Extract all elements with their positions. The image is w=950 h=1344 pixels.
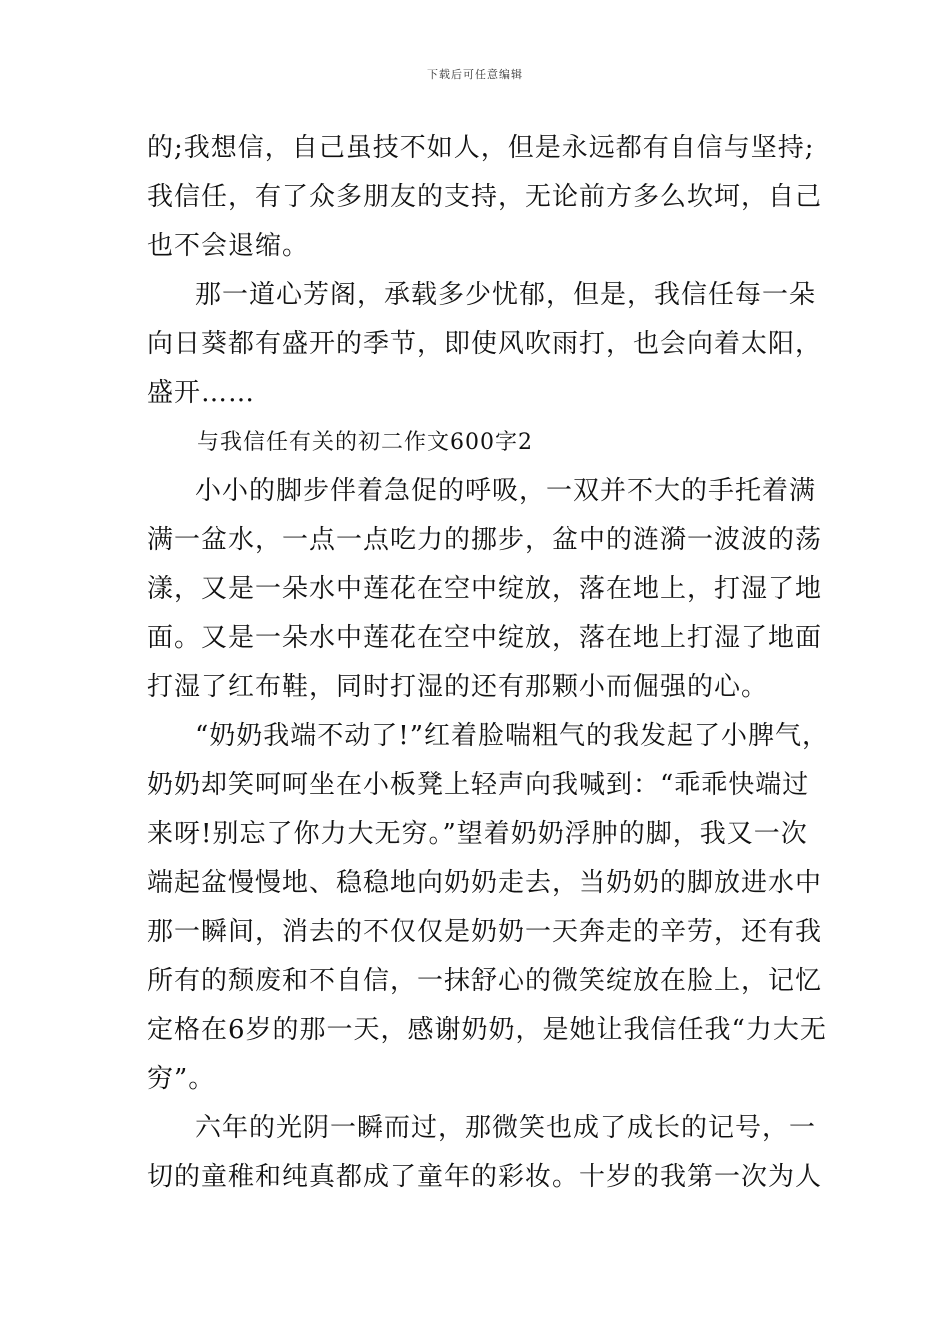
- text-line: 奶奶却笑呵呵坐在小板凳上轻声向我喊到：“乖乖快端过: [147, 770, 810, 800]
- paragraph-start-line: “奶奶我端不动了!”红着脸喘粗气的我发起了小脾气，: [195, 721, 830, 751]
- text-line: 端起盆慢慢地、稳稳地向奶奶走去，当奶奶的脚放进水中: [147, 868, 823, 898]
- text-line: 面。又是一朵水中莲花在空中绽放，落在地上打湿了地面: [147, 623, 823, 653]
- paragraph-start-line: 那一道心芳阁，承载多少忧郁，但是，我信任每一朵: [195, 280, 817, 310]
- document-body: [147, 124, 830, 1202]
- paragraph-start-line: 小小的脚步伴着急促的呼吸，一双并不大的手托着满: [195, 476, 817, 506]
- text-line: 的;我想信，自己虽技不如人，但是永远都有自信与坚持;: [147, 133, 815, 163]
- text-line: 向日葵都有盛开的季节，即使风吹雨打，也会向着太阳，: [147, 329, 823, 359]
- text-line: 我信任，有了众多朋友的支持，无论前方多么坎坷，自己: [147, 182, 823, 212]
- text-line: 定格在6岁的那一天，感谢奶奶，是她让我信任我“力大无: [147, 1015, 827, 1045]
- page-header: 下载后可任意编辑: [427, 68, 523, 81]
- paragraph-start-line: 六年的光阴一瞬而过，那微笑也成了成长的记号，一: [195, 1113, 817, 1143]
- section-title: 与我信任有关的初二作文600字2: [197, 430, 533, 455]
- text-line: 也不会退缩。: [147, 231, 310, 261]
- text-line: 切的童稚和纯真都成了童年的彩妆。十岁的我第一次为人: [147, 1162, 823, 1192]
- text-line: 那一瞬间，消去的不仅仅是奶奶一天奔走的辛劳，还有我: [147, 917, 823, 947]
- text-line: 盛开……: [147, 378, 256, 408]
- text-line: 所有的颓废和不自信，一抹舒心的微笑绽放在脸上，记忆: [147, 966, 823, 996]
- text-line: 打湿了红布鞋，同时打湿的还有那颗小而倔强的心。: [147, 672, 769, 702]
- text-line: 漾，又是一朵水中莲花在空中绽放，落在地上，打湿了地: [147, 574, 823, 604]
- text-line: 穷”。: [147, 1064, 216, 1094]
- text-line: 来呀!别忘了你力大无穷。”望着奶奶浮肿的脚，我又一次: [147, 819, 808, 849]
- text-line: 满一盆水，一点一点吃力的挪步，盆中的涟漪一波波的荡: [147, 525, 823, 555]
